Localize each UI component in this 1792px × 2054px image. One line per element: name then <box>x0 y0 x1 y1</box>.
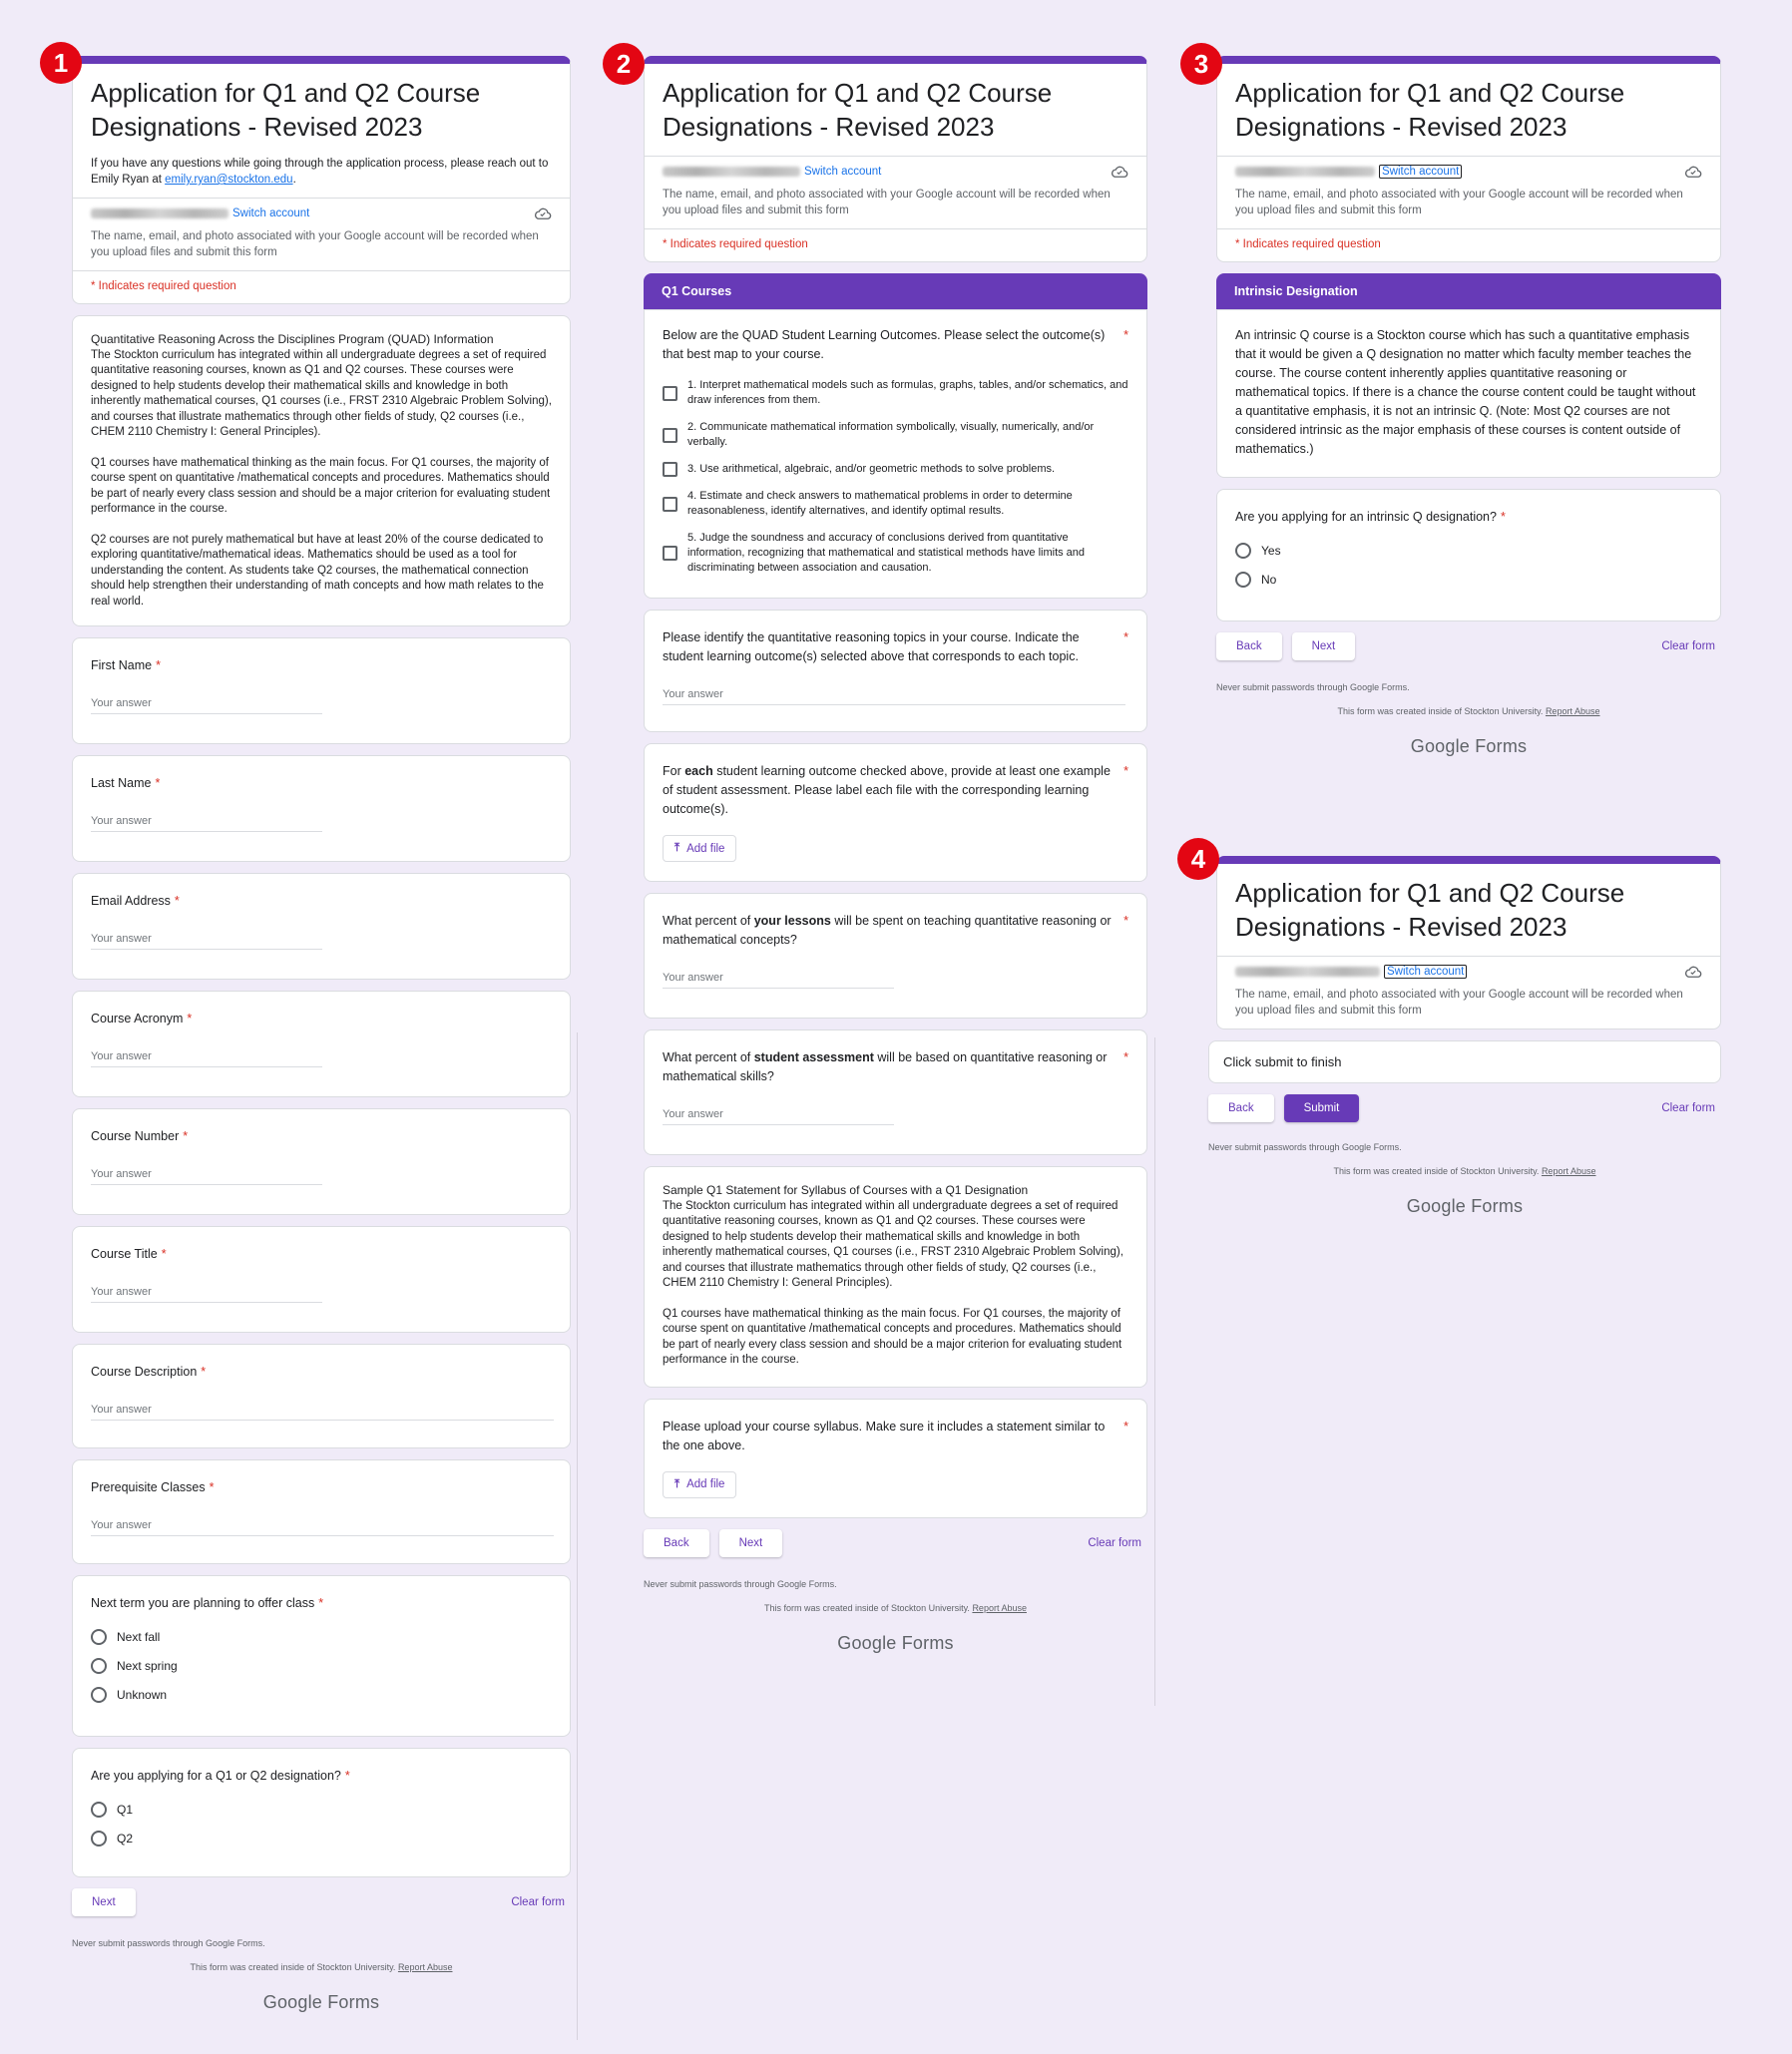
record-note: The name, email, and photo associated with your Google account will be recorded when you upload files and submit this form <box>91 230 539 258</box>
submit-button[interactable]: Submit <box>1284 1094 1360 1122</box>
answer-input[interactable]: Your answer <box>91 697 322 714</box>
google-forms-logo <box>1208 1196 1721 1217</box>
form-page-4 <box>1208 856 1721 1217</box>
google-forms-logo <box>1216 736 1721 757</box>
radio-option-no[interactable] <box>1235 572 1702 588</box>
answer-textarea[interactable]: Your answer <box>663 688 1125 705</box>
question-prerequisites: Prerequisite Classes * Your answer <box>72 1459 571 1564</box>
radio-button[interactable] <box>91 1658 107 1674</box>
radio-button[interactable] <box>91 1831 107 1847</box>
intrinsic-description-card <box>1216 309 1721 478</box>
password-warning: Never submit passwords through Google Forms. <box>1208 1142 1402 1152</box>
clear-form-button[interactable]: Clear form <box>1661 640 1715 652</box>
submit-instruction-card: Click submit to finish <box>1208 1040 1721 1083</box>
logo-forms: Forms <box>901 1632 954 1653</box>
form-navigation <box>1208 1094 1721 1122</box>
question-label: First Name <box>91 658 153 672</box>
radio-button[interactable] <box>1235 543 1251 559</box>
switch-account-link[interactable]: Switch account <box>804 166 882 178</box>
outcome-option-2[interactable] <box>663 420 1128 450</box>
created-text: This form was created inside of Stockton University. <box>764 1602 970 1613</box>
account-row <box>73 198 570 226</box>
next-button[interactable]: Next <box>72 1888 136 1916</box>
intrinsic-description: An intrinsic Q course is a Stockton course which has such a quantitative emphasis that it would be given a Q designation no matter which faculty member teaches the course. The course content inherently applies quantitative reasoning or mathematical topics. If there is a chance the course content could be taught without a quantitative emphasis, it is not an intrinsic Q. (Note: Most Q2 courses are not considered intrinsic as the major emphasis of these courses is content outside of mathematics.) <box>1235 328 1696 456</box>
clear-form-button[interactable]: Clear form <box>1088 1536 1141 1549</box>
report-abuse-link[interactable]: Report Abuse <box>1545 706 1600 716</box>
question-label: Course Description <box>91 1365 198 1379</box>
question-text: What percent of <box>663 914 754 928</box>
question-emphasis: your lessons <box>753 914 831 928</box>
question-syllabus-upload: Please upload your course syllabus. Make sure it includes a statement similar to the one above. * ⤒ Add file <box>644 1399 1147 1518</box>
created-by-note <box>644 1603 1147 1613</box>
question-text: student learning outcome checked above, provide at least one example of student assessment. Please label each file with the corresponding learning outcome(s). <box>663 764 1111 816</box>
required-note: * Indicates required question <box>645 228 1146 261</box>
answer-input[interactable]: Your answer <box>663 1108 894 1125</box>
answer-input[interactable]: Your answer <box>663 972 894 989</box>
option-label: Next fall <box>117 1630 161 1644</box>
question-course-acronym: Course Acronym * Your answer <box>72 991 571 1097</box>
option-label: No <box>1261 573 1277 587</box>
question-label: Last Name <box>91 776 152 790</box>
answer-input[interactable]: Your answer <box>91 1050 322 1067</box>
question-label: Are you applying for an intrinsic Q designation? <box>1235 510 1497 524</box>
cloud-icon <box>1684 165 1702 179</box>
option-label: 3. Use arithmetical, algebraic, and/or geometric methods to solve problems. <box>687 463 1056 475</box>
question-label: Prerequisite Classes <box>91 1480 206 1494</box>
password-warning: Never submit passwords through Google Forms. <box>644 1578 837 1589</box>
option-label: Unknown <box>117 1688 168 1702</box>
add-file-label: Add file <box>686 842 725 855</box>
question-next-term: Next term you are planning to offer class * Next fall Next spring Unknown <box>72 1575 571 1737</box>
cloud-icon <box>1111 165 1128 179</box>
question-label <box>663 1048 1120 1086</box>
logo-google: Google <box>262 1992 323 2012</box>
question-emphasis: each <box>684 764 713 778</box>
sample-paragraph: Q1 courses have mathematical thinking as the main focus. For Q1 courses, the majority of course spent on quantitative /mathematical concepts and procedures. Mathematics should be part of nearly every class session and should be a major criterion for evaluating student performance in the course. <box>663 1307 1122 1366</box>
logo-forms: Forms <box>327 1992 380 2012</box>
question-label: Course Number <box>91 1129 180 1143</box>
radio-option-next-spring[interactable] <box>91 1658 552 1674</box>
answer-input[interactable]: Your answer <box>91 815 322 832</box>
radio-option-unknown[interactable] <box>91 1687 552 1703</box>
blurred-account-email <box>1235 967 1380 977</box>
switch-account-link[interactable]: Switch account <box>1384 965 1467 979</box>
answer-textarea[interactable]: Your answer <box>91 1404 554 1421</box>
question-last-name: Last Name * Your answer <box>72 755 571 862</box>
add-file-label: Add file <box>686 1478 725 1490</box>
back-button[interactable]: Back <box>1208 1094 1274 1122</box>
radio-button[interactable] <box>1235 572 1251 588</box>
divider <box>577 1032 578 2040</box>
option-label: 1. Interpret mathematical models such as formulas, graphs, tables, and/or schematics, and draw inferences from them. <box>687 379 1128 406</box>
radio-option-q1[interactable] <box>91 1802 552 1818</box>
info-paragraph: The Stockton curriculum has integrated within all undergraduate degrees a set of required quantitative reasoning courses, known as Q1 and Q2 courses. These courses were designed to help students develop their mathematical skills and knowledge in both inherently mathematical courses, Q1 courses (i.e., FRST 2310 Algebraic Problem Solving), and courses that illustrate mathematics through other fields of study, Q2 courses (i.e., CHEM 2110 Chemistry I: General Principles). <box>91 348 552 438</box>
step-badge-4: 4 <box>1177 838 1219 880</box>
question-assessment-upload: For each student learning outcome checked above, provide at least one example of student assessment. Please label each file with the corresponding learning outcome(s). * ⤒ Add file <box>644 743 1147 882</box>
answer-input[interactable]: Your answer <box>91 1168 322 1185</box>
checkbox[interactable] <box>663 546 677 561</box>
report-abuse-link[interactable]: Report Abuse <box>397 1962 453 1972</box>
form-header <box>72 56 571 304</box>
radio-button[interactable] <box>91 1687 107 1703</box>
checkbox[interactable] <box>663 428 677 443</box>
divider <box>1154 1037 1155 1706</box>
sample-paragraph: The Stockton curriculum has integrated within all undergraduate degrees a set of required quantitative reasoning courses, known as Q1 and Q2 courses. These courses were designed to help students develop their mathematical skills and knowledge in both inherently mathematical courses, Q1 courses (i.e., FRST 2310 Algebraic Problem Solving), and courses that illustrate mathematics through other fields of study, Q2 courses (i.e., CHEM 2110 Chemistry I: General Principles). <box>663 1199 1123 1289</box>
required-note: * Indicates required question <box>73 270 570 303</box>
password-warning: Never submit passwords through Google Forms. <box>1216 682 1410 692</box>
question-label: Please upload your course syllabus. Make sure it includes a statement similar to the one above. <box>663 1419 1106 1452</box>
question-designation: Are you applying for a Q1 or Q2 designation? * Q1 Q2 <box>72 1748 571 1877</box>
section-header: Q1 Courses <box>644 273 1147 309</box>
checkbox[interactable] <box>663 386 677 401</box>
question-course-title: Course Title * Your answer <box>72 1226 571 1333</box>
option-label: Next spring <box>117 1659 178 1673</box>
next-button[interactable]: Next <box>1292 632 1356 660</box>
option-label: Q1 <box>117 1803 134 1817</box>
switch-account-link[interactable]: Switch account <box>1379 165 1462 179</box>
question-label: Course Title <box>91 1247 158 1261</box>
form-header <box>1216 56 1721 262</box>
form-title: Application for Q1 and Q2 Course Designations - Revised 2023 <box>1235 878 1625 942</box>
question-label: Course Acronym <box>91 1012 184 1026</box>
outcome-option-3[interactable] <box>663 462 1128 477</box>
sample-statement-card <box>644 1166 1147 1388</box>
record-note: The name, email, and photo associated with your Google account will be recorded when you upload files and submit this form <box>663 189 1111 216</box>
form-title: Application for Q1 and Q2 Course Designations - Revised 2023 <box>91 78 481 142</box>
info-paragraph: Q1 courses have mathematical thinking as the main focus. For Q1 courses, the majority of course spent on quantitative /mathematical concepts and procedures. Mathematics should be part of nearly every class session and should be a major criterion for evaluating student performance in the course. <box>91 456 551 515</box>
question-emphasis: student assessment <box>753 1050 874 1064</box>
back-button[interactable]: Back <box>644 1529 709 1557</box>
question-label <box>663 762 1120 819</box>
question-label: Next term you are planning to offer class <box>91 1596 315 1610</box>
answer-input[interactable]: Your answer <box>91 1286 322 1303</box>
question-text: will be spent on teaching quantitative reasoning or mathematical concepts? <box>663 914 1112 947</box>
question-email: Email Address * Your answer <box>72 873 571 980</box>
question-text: will be based on quantitative reasoning or mathematical skills? <box>663 1050 1108 1083</box>
password-warning: Never submit passwords through Google Forms. <box>72 1938 265 1948</box>
outcome-option-1[interactable] <box>663 378 1128 408</box>
created-text: This form was created inside of Stockton University. <box>1337 706 1544 716</box>
question-learning-outcomes: Below are the QUAD Student Learning Outcomes. Please select the outcome(s) that best map to your course. * 1. Interpret mathematical models such as formulas, graphs, tables, and/or schematics, and draw inferences from them. 2. Communicate mathematical information symbolically, visually, numerically, and/or verbally. 3. Use arithmetical, algebraic, and/or geometric methods to solve problems. 4. Estimate and check answers to mathematical problems in order to determine reasonableness, identify alternatives, and identify optimal results. 5. Judge the soundness and accuracy of conclusions derived from quantitative information, recognizing that mathematical and statistical methods have limits and discriminating between association and causation. <box>644 309 1147 599</box>
created-by-note <box>1208 1166 1721 1176</box>
question-text: What percent of <box>663 1050 754 1064</box>
question-course-description: Course Description * Your answer <box>72 1344 571 1448</box>
logo-google: Google <box>837 1632 897 1653</box>
clear-form-button[interactable]: Clear form <box>511 1896 565 1908</box>
logo-google: Google <box>1410 736 1471 756</box>
account-row <box>1217 956 1720 985</box>
add-file-button[interactable] <box>663 835 736 862</box>
google-forms-logo <box>72 1992 571 2013</box>
blurred-account-email <box>663 167 800 177</box>
intro-text: If you have any questions while going through the application process, please reach out to Emily Ryan at <box>91 158 549 186</box>
created-text: This form was created inside of Stockton University. <box>190 1962 396 1972</box>
outcome-option-5[interactable] <box>663 531 1128 576</box>
form-intro <box>91 156 552 198</box>
blurred-account-email <box>1235 167 1375 177</box>
upload-icon: ⤒ <box>674 842 680 854</box>
back-button[interactable]: Back <box>1216 632 1282 660</box>
question-label: Email Address <box>91 894 171 908</box>
form-title: Application for Q1 and Q2 Course Designations - Revised 2023 <box>663 78 1053 142</box>
cloud-icon <box>534 206 552 220</box>
section-header: Intrinsic Designation <box>1216 273 1721 309</box>
form-navigation <box>1216 632 1721 660</box>
required-note: * Indicates required question <box>1217 228 1720 261</box>
quad-info-card <box>72 315 571 626</box>
option-label: 5. Judge the soundness and accuracy of conclusions derived from quantitative information, recognizing that mathematical and statistical methods have limits and discriminating between association and causation. <box>687 532 1086 574</box>
info-title: Quantitative Reasoning Across the Disciplines Program (QUAD) Information <box>91 332 494 346</box>
record-note: The name, email, and photo associated with your Google account will be recorded when you upload files and submit this form <box>1235 989 1683 1017</box>
checkbox[interactable] <box>663 497 677 512</box>
radio-button[interactable] <box>91 1629 107 1645</box>
form-title: Application for Q1 and Q2 Course Designations - Revised 2023 <box>1235 78 1625 142</box>
option-label: 4. Estimate and check answers to mathematical problems in order to determine reasonableness, identify alternatives, and identify optimal results. <box>687 490 1073 517</box>
clear-form-button[interactable]: Clear form <box>1661 1102 1715 1114</box>
form-navigation <box>72 1888 571 1916</box>
question-label: Please identify the quantitative reasoning topics in your course. Indicate the student learning outcome(s) selected above that corresponds to each topic. <box>663 630 1080 663</box>
cloud-icon <box>1684 965 1702 979</box>
add-file-button[interactable] <box>663 1471 736 1498</box>
upload-icon: ⤒ <box>674 1477 680 1490</box>
answer-input[interactable]: Your answer <box>91 933 322 950</box>
logo-forms: Forms <box>1475 736 1528 756</box>
intro-end: . <box>292 174 296 186</box>
radio-option-yes[interactable] <box>1235 543 1702 559</box>
question-text: For <box>663 764 685 778</box>
radio-option-next-fall[interactable] <box>91 1629 552 1645</box>
form-page-1 <box>72 56 571 2013</box>
question-first-name: First Name * Your answer <box>72 637 571 744</box>
question-intrinsic: Are you applying for an intrinsic Q designation? * Yes No <box>1216 489 1721 621</box>
logo-forms: Forms <box>1471 1196 1524 1216</box>
checkbox[interactable] <box>663 462 677 477</box>
question-course-number: Course Number * Your answer <box>72 1108 571 1215</box>
answer-textarea[interactable]: Your answer <box>91 1519 554 1536</box>
form-navigation <box>644 1529 1147 1557</box>
step-badge-1: 1 <box>40 42 82 84</box>
created-by-note <box>1216 706 1721 716</box>
question-label: Below are the QUAD Student Learning Outcomes. Please select the outcome(s) that best map to your course. <box>663 328 1106 361</box>
form-page-3 <box>1216 56 1721 757</box>
form-page-2 <box>644 56 1147 1654</box>
radio-button[interactable] <box>91 1802 107 1818</box>
sample-title: Sample Q1 Statement for Syllabus of Courses with a Q1 Designation <box>663 1183 1029 1197</box>
question-assessment-percent: What percent of student assessment will be based on quantitative reasoning or mathematical skills? * Your answer <box>644 1029 1147 1155</box>
switch-account-link[interactable]: Switch account <box>232 207 310 219</box>
question-label: Are you applying for a Q1 or Q2 designation? <box>91 1769 341 1783</box>
option-label: Yes <box>1261 544 1281 558</box>
question-topics: Please identify the quantitative reasoning topics in your course. Indicate the student learning outcome(s) selected above that corresponds to each topic. * Your answer <box>644 610 1147 732</box>
form-header <box>1216 856 1721 1029</box>
report-abuse-link[interactable]: Report Abuse <box>972 1602 1027 1613</box>
radio-option-q2[interactable] <box>91 1831 552 1847</box>
form-header <box>644 56 1147 262</box>
step-badge-3: 3 <box>1180 43 1222 85</box>
google-forms-logo <box>644 1633 1147 1654</box>
record-note: The name, email, and photo associated with your Google account will be recorded when you upload files and submit this form <box>1235 189 1683 216</box>
contact-email-link[interactable]: emily.ryan@stockton.edu <box>165 174 293 186</box>
account-row <box>1217 156 1720 185</box>
question-label <box>663 912 1120 950</box>
report-abuse-link[interactable]: Report Abuse <box>1541 1166 1596 1176</box>
step-badge-2: 2 <box>603 43 645 85</box>
created-by-note <box>72 1962 571 1972</box>
logo-google: Google <box>1406 1196 1467 1216</box>
option-label: Q2 <box>117 1832 134 1846</box>
question-lessons-percent: What percent of your lessons will be spent on teaching quantitative reasoning or mathematical concepts? * Your answer <box>644 893 1147 1019</box>
blurred-account-email <box>91 208 228 218</box>
option-label: 2. Communicate mathematical information symbolically, visually, numerically, and/or verbally. <box>687 421 1095 448</box>
account-row <box>645 156 1146 185</box>
created-text: This form was created inside of Stockton University. <box>1333 1166 1540 1176</box>
outcome-option-4[interactable] <box>663 489 1128 519</box>
info-paragraph: Q2 courses are not purely mathematical but have at least 20% of the course dedicated to exploring quantitative/mathematical ideas. Mathematics should be used as a tool for understanding the content. As students take Q2 courses, the mathematical connection should help strengthen their understanding of math concepts and how math relates to the real world. <box>91 533 544 608</box>
next-button[interactable]: Next <box>719 1529 783 1557</box>
